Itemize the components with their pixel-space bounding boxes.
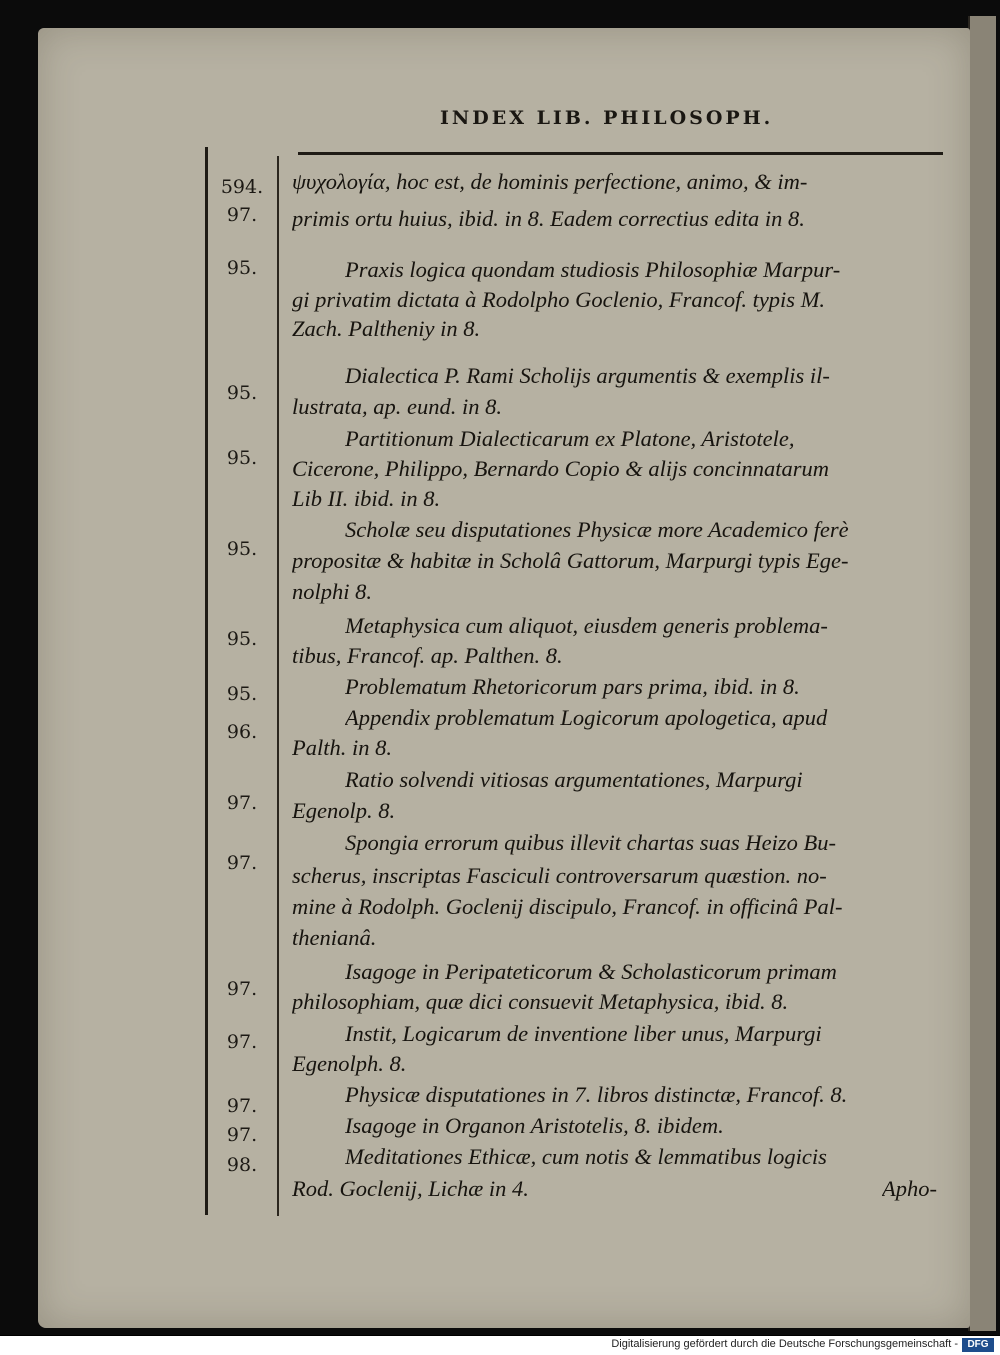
- entry-line: gi privatim dictata à Rodolpho Goclenio, Francof. typis M.: [292, 287, 826, 312]
- entry-line: mine à Rodolph. Goclenij discipulo, Francof. in officinâ Pal-: [292, 894, 843, 919]
- entry-line: Instit, Logicarum de inventione liber unus, Marpurgi: [345, 1021, 822, 1046]
- entry-line: Ratio solvendi vitiosas argumentationes, Marpurgi: [345, 767, 803, 792]
- entry-line: Appendix problematum Logicorum apologetica, apud: [345, 705, 828, 730]
- margin-year: 96.: [226, 721, 258, 743]
- margin-year: 97.: [226, 792, 258, 814]
- margin-year: 97.: [226, 852, 258, 874]
- entry-line: Metaphysica cum aliquot, eiusdem generis problema-: [345, 613, 828, 638]
- entry-line: Lib II. ibid. in 8.: [292, 486, 441, 511]
- margin-year: 95.: [226, 257, 258, 279]
- footer-text: Digitalisierung gefördert durch die Deutsche Forschungsgemeinschaft -: [611, 1338, 958, 1350]
- entry-line: Egenolph. 8.: [292, 1051, 407, 1076]
- entry-line: Rod. Goclenij, Lichæ in 4.: [292, 1176, 529, 1201]
- margin-year: 594.: [220, 176, 264, 198]
- entry-line: tibus, Francof. ap. Palthen. 8.: [292, 643, 563, 668]
- margin-rule: [205, 147, 208, 1215]
- entry-line: philosophiam, quæ dici consuevit Metaphysica, ibid. 8.: [292, 989, 789, 1014]
- entry-line: ψυχολογία, hoc est, de hominis perfectione, animo, & im-: [292, 169, 808, 194]
- margin-year: 95.: [226, 628, 258, 650]
- column-rule: [277, 156, 279, 1216]
- entry-line: primis ortu huius, ibid. in 8. Eadem correctius edita in 8.: [292, 206, 805, 231]
- entry-line: Spongia errorum quibus illevit chartas suas Heizo Bu-: [345, 830, 837, 855]
- entry-line: Cicerone, Philippo, Bernardo Copio & alijs concinnatarum: [292, 456, 830, 481]
- entry-line: scherus, inscriptas Fasciculi controversarum quæstion. no-: [292, 863, 827, 888]
- entry-line: lustrata, ap. eund. in 8.: [292, 394, 503, 419]
- entry-line: Praxis logica quondam studiosis Philosophiæ Marpur-: [345, 257, 841, 282]
- footer-bar: [0, 1336, 1000, 1355]
- entry-line: Palth. in 8.: [292, 735, 392, 760]
- margin-year: 97.: [226, 204, 258, 226]
- margin-year: 95.: [226, 683, 258, 705]
- margin-year: 97.: [226, 1031, 258, 1053]
- entry-line: nolphi 8.: [292, 579, 373, 604]
- running-head: INDEX LIB. PHILOSOPH.: [440, 107, 774, 129]
- entry-line: thenianâ.: [292, 925, 377, 950]
- entry-line: Physicæ disputationes in 7. libros distinctæ, Francof. 8.: [345, 1082, 848, 1107]
- margin-year: 95.: [226, 538, 258, 560]
- entry-line: Meditationes Ethicæ, cum notis & lemmatibus logicis: [345, 1144, 827, 1169]
- entry-line: Problematum Rhetoricorum pars prima, ibid. in 8.: [345, 674, 800, 699]
- entry-line: Dialectica P. Rami Scholijs argumentis & exemplis il-: [345, 363, 830, 388]
- margin-year: 97.: [226, 978, 258, 1000]
- entry-line: propositæ & habitæ in Scholâ Gattorum, Marpurgi typis Ege-: [292, 548, 849, 573]
- margin-year: 97.: [226, 1124, 258, 1146]
- dfg-logo: DFG: [962, 1338, 994, 1352]
- entry-line: Isagoge in Peripateticorum & Scholasticorum primam: [345, 959, 837, 984]
- head-rule: [298, 152, 943, 155]
- margin-year: 95.: [226, 447, 258, 469]
- entry-line: Partitionum Dialecticarum ex Platone, Aristotele,: [345, 426, 795, 451]
- entry-line: Egenolp. 8.: [292, 798, 396, 823]
- catchword: Apho-: [882, 1176, 937, 1201]
- page-edge: [968, 16, 996, 1331]
- entry-line: Isagoge in Organon Aristotelis, 8. ibidem.: [345, 1113, 724, 1138]
- margin-year: 97.: [226, 1095, 258, 1117]
- entry-line: Scholæ seu disputationes Physicæ more Academico ferè: [345, 517, 849, 542]
- margin-year: 95.: [226, 382, 258, 404]
- margin-year: 98.: [226, 1154, 258, 1176]
- entry-line: Zach. Paltheniy in 8.: [292, 316, 481, 341]
